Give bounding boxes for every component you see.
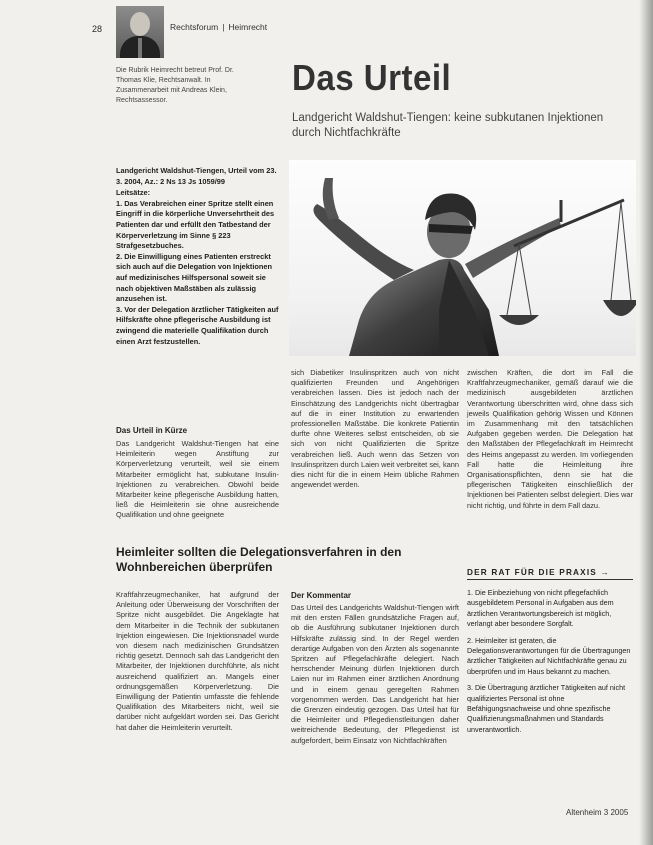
arrow-right-icon: → — [600, 568, 610, 577]
page-edge-shadow — [639, 0, 653, 845]
principle-item: 3. Vor der Delegation ärztlicher Tätigkeiten auf Hilfskräfte ohne pflegerische Ausbildung ist zwingend die materielle Qualifikation durch einen Arzt festzustellen. — [116, 304, 279, 346]
page-number: 28 — [92, 24, 103, 34]
principles-heading: Leitsätze: — [116, 188, 151, 198]
justitia-statue-photo — [289, 160, 636, 356]
short-summary-text: Das Landgericht Waldshut-Tiengen hat eine Heimleiterin wegen Anstiftung zur Körperverletzung verurteilt, weil sie einem Mitarbeiter ermöglicht hat, subkutane Insulin-Injektionen zu verabreichen. Obwohl beide Mitarbeiter keine pflegerische Ausbildung hatten, ließ die Heimleiterin sie ohne ausreichende Qualifikation und ohne geeignete — [116, 439, 279, 520]
article-column-1-lower: Kraftfahrzeugmechaniker, hat aufgrund der Anleitung oder Überweisung der Vorschriften der Spritze nicht ausgebildet. Die Angeklagte hat dem Mitarbeiter in die Technik der subkutanen Injektion eingewiesen. Die Injektionsnadel wurde von diesem nach medizinischen Grundsätzen richtig gesetzt. Dennoch sah das Landgericht den Mitarbeiter, der Injektionen durchführte, als nicht ausreichend qualifiziert an. Mangels einer ordnungsgemäßen Körperverletzung. Die Einwilligung der Patientin umfasste die fehlende Qualifikation des Mitarbeiters nicht, weil sie darüber nicht aufgeklärt worden sei. Das Gericht hat daher die Heimleiterin verurteilt. — [116, 590, 279, 732]
principle-item: 2. Die Einwilligung eines Patienten erstreckt sich auch auf die Delegation von Injektionen auf medizinisches Hilfspersonal soweit sie nach objektiven Maßstäben als zulässig anzusehen ist. — [116, 251, 273, 304]
advice-item: 3. Die Übertragung ärztlicher Tätigkeiten auf nicht qualifiziertes Personal ist ohne Befähigungsnachweise und ohne spezifische Qualifizierungsmaßnahmen und Standards unverantwortlich. — [467, 683, 626, 734]
article-column-3-upper: zwischen Kräften, die dort im Fall die Kraftfahrzeugmechaniker, gemäß darauf wie die medizinisch ausgebildeten ärztlichen Verantwortung überschritten wird, ohne dass sich jeweils Qualifikation gehörig Wissen und Können im Zusammenhang mit den tatsächlichen Aufgaben gegeben werden. Die Delegation hat den Maßstäben der Pflegefachkraft im Heimrecht des Heims angepasst zu werden. Im vorliegenden Fall hatte die Heimleitung ihre Organisationspflichten, denn sie hat die pflegerischen Tätigkeiten einschließlich der Injektionen bei Patienten selbst delegiert. Dies war nicht richtig, und führte in dem Fall dazu. — [467, 368, 633, 510]
practice-advice-heading — [467, 568, 633, 580]
verdict-summary-box — [116, 166, 279, 347]
court-reference: Landgericht Waldshut-Tiengen, Urteil vom 23. 3. 2004, Az.: 2 Ns 13 Js 1059/99 — [116, 166, 277, 186]
practice-advice-list — [467, 588, 633, 741]
comment-text: Das Urteil des Landgerichts Waldshut-Tiengen wirft mit den ersten Fällen grundsätzliche Fragen auf, ob die Ausführung subkutaner Injektionen durch Hilfskräfte zulässig sind. In der Regel werden derartige Aufgaben von den Ärzten als sogenannte Spritzen auf Pflegefachkräfte delegiert. Nach herrschender Meinung dürfen Injektionen durch Laien nur im Rahmen einer ärztlichen Anordnung und in einem genau geregelten Rahmen vorgenommen werden. Das Landgericht hat hier die Grenzen eindeutig gezogen. Das Urteil hat für die Heimleiter und Pflegedienstleitungen daher weitreichende Bedeutung, der Pflegedienst ist aufgefordert, beim Einsatz von Nichtfachkräften — [291, 603, 459, 745]
section-sublabel: Heimrecht — [228, 22, 268, 32]
author-photo — [116, 6, 164, 58]
principle-item: 1. Das Verabreichen einer Spritze stellt einen Eingriff in die körperliche Unversehrtheit des Patienten dar und erfüllt den Tatbestand der Körperverletzung im Sinne § 223 Strafgesetzbuches. — [116, 198, 275, 251]
article-subtitle: Landgericht Waldshut-Tiengen: keine subkutanen Injektionen durch Nichtfachkräfte — [292, 112, 604, 139]
page-footer: Altenheim 3 2005 — [566, 808, 629, 817]
comment-heading: Der Kommentar — [291, 591, 352, 600]
article-column-2-upper: sich Diabetiker Insulinspritzen auch von nicht qualifizierten Freunden und Angehörigen verabreichen lassen. Dies ist jedoch nach der Einschätzung des Landgerichts nicht übertragbar auf die in einer Institution zu erwartenden professionellen Maßstäbe. Die konkrete Patientin durfte ohne Weiteres selbst entscheiden, ob sie sich von nicht Qualifizierten die Spritze verabreichen ließ. Auch wenn das Setzen von Insulinspritzen durch Laien weit verbreitet sei, kann dies nicht für die in einem Heim übliche Rahmen angewendet werden. — [291, 368, 459, 490]
section-header: Rechtsforum | Heimrecht — [170, 22, 268, 32]
section-headline: Heimleiter sollten die Delegationsverfahren in den Wohnbereichen überprüfen — [116, 545, 402, 574]
article-title: Das Urteil — [292, 57, 452, 98]
advice-item: 1. Die Einbeziehung von nicht pflegefachlich ausgebildetem Personal in Aufgaben aus dem ärztlichen Verantwortungsbereich ist möglich, verlangt aber besondere Sorgfalt. — [467, 588, 614, 629]
short-summary-heading: Das Urteil in Kürze — [116, 426, 188, 435]
advice-item: 2. Heimleiter ist geraten, die Delegationsverantwortungen für die Übertragungen ärztlicher Tätigkeiten auf Nichtfachkräfte genau zu überprüfen und im Haus bekannt zu machen. — [467, 635, 631, 676]
practice-advice-title: DER RAT FÜR DIE PRAXIS — [467, 568, 597, 577]
author-caption: Die Rubrik Heimrecht betreut Prof. Dr. Thomas Klie, Rechtsanwalt. In Zusammenarbeit mit Andreas Klein, Rechtsassessor. — [116, 67, 234, 104]
section-label: Rechtsforum — [170, 22, 219, 32]
